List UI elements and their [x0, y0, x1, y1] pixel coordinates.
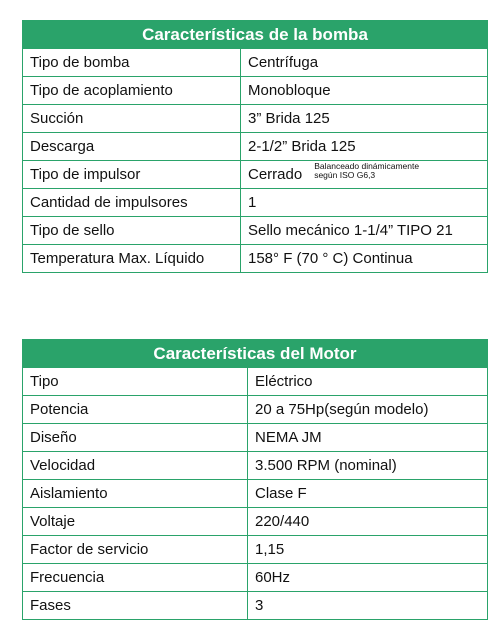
- row-value: 2-1/2” Brida 125: [248, 138, 356, 155]
- table-row: [23, 216, 487, 244]
- table-row: [23, 48, 487, 76]
- table-row: [23, 367, 487, 395]
- table-row: [23, 188, 487, 216]
- table-row: [23, 132, 487, 160]
- row-label: Frecuencia: [23, 564, 248, 591]
- row-value: 1: [248, 194, 257, 211]
- row-label: Temperatura Max. Líquido: [23, 245, 241, 272]
- pump-characteristics-table: [22, 20, 488, 273]
- row-value: 220/440: [255, 513, 310, 530]
- row-value: Sello mecánico 1-1/4” TIPO 21: [248, 222, 453, 239]
- row-label: Tipo de acoplamiento: [23, 77, 241, 104]
- table-row: [23, 535, 487, 563]
- row-label: Succión: [23, 105, 241, 132]
- row-value-with-note: [241, 161, 487, 188]
- row-value: 158° F (70 ° C) Continua: [248, 250, 413, 267]
- row-label: Tipo de impulsor: [23, 161, 241, 188]
- row-label: Aislamiento: [23, 480, 248, 507]
- row-label: Tipo de bomba: [23, 49, 241, 76]
- table-row: [23, 451, 487, 479]
- row-label: Velocidad: [23, 452, 248, 479]
- row-label: Tipo: [23, 368, 248, 395]
- table-row: [23, 160, 487, 188]
- table-row: [23, 76, 487, 104]
- row-label: Cantidad de impulsores: [23, 189, 241, 216]
- row-value: 1,15: [255, 541, 285, 558]
- row-value: 20 a 75Hp(según modelo): [255, 401, 429, 418]
- row-value: Clase F: [255, 485, 307, 502]
- table-row: [23, 563, 487, 591]
- impeller-balance-note: [314, 162, 419, 180]
- table-row: [23, 104, 487, 132]
- motor-table-title: Características del Motor: [23, 340, 487, 367]
- table-row: [23, 423, 487, 451]
- table-row: [23, 244, 487, 272]
- table-row: [23, 395, 487, 423]
- table-row: [23, 479, 487, 507]
- row-value: NEMA JM: [255, 429, 322, 446]
- table-row: [23, 591, 487, 619]
- row-value: 3: [255, 597, 264, 614]
- pump-table-title: Características de la bomba: [23, 21, 487, 48]
- note-line-1: Balanceado dinámicamente: [314, 161, 420, 171]
- row-label: Descarga: [23, 133, 241, 160]
- table-row: [23, 507, 487, 535]
- row-value: 60Hz: [255, 569, 291, 586]
- note-line-2: según ISO G6,3: [314, 169, 376, 180]
- row-label: Fases: [23, 592, 248, 619]
- row-label: Diseño: [23, 424, 248, 451]
- row-value: Cerrado: [248, 166, 303, 183]
- row-value: Eléctrico: [255, 373, 313, 390]
- motor-characteristics-table: [22, 339, 488, 620]
- row-label: Potencia: [23, 396, 248, 423]
- row-label: Factor de servicio: [23, 536, 248, 563]
- row-value: 3” Brida 125: [248, 110, 330, 127]
- row-value: Centrífuga: [248, 54, 319, 71]
- row-value: 3.500 RPM (nominal): [255, 457, 397, 474]
- row-value: Monobloque: [248, 82, 331, 99]
- row-label: Tipo de sello: [23, 217, 241, 244]
- row-label: Voltaje: [23, 508, 248, 535]
